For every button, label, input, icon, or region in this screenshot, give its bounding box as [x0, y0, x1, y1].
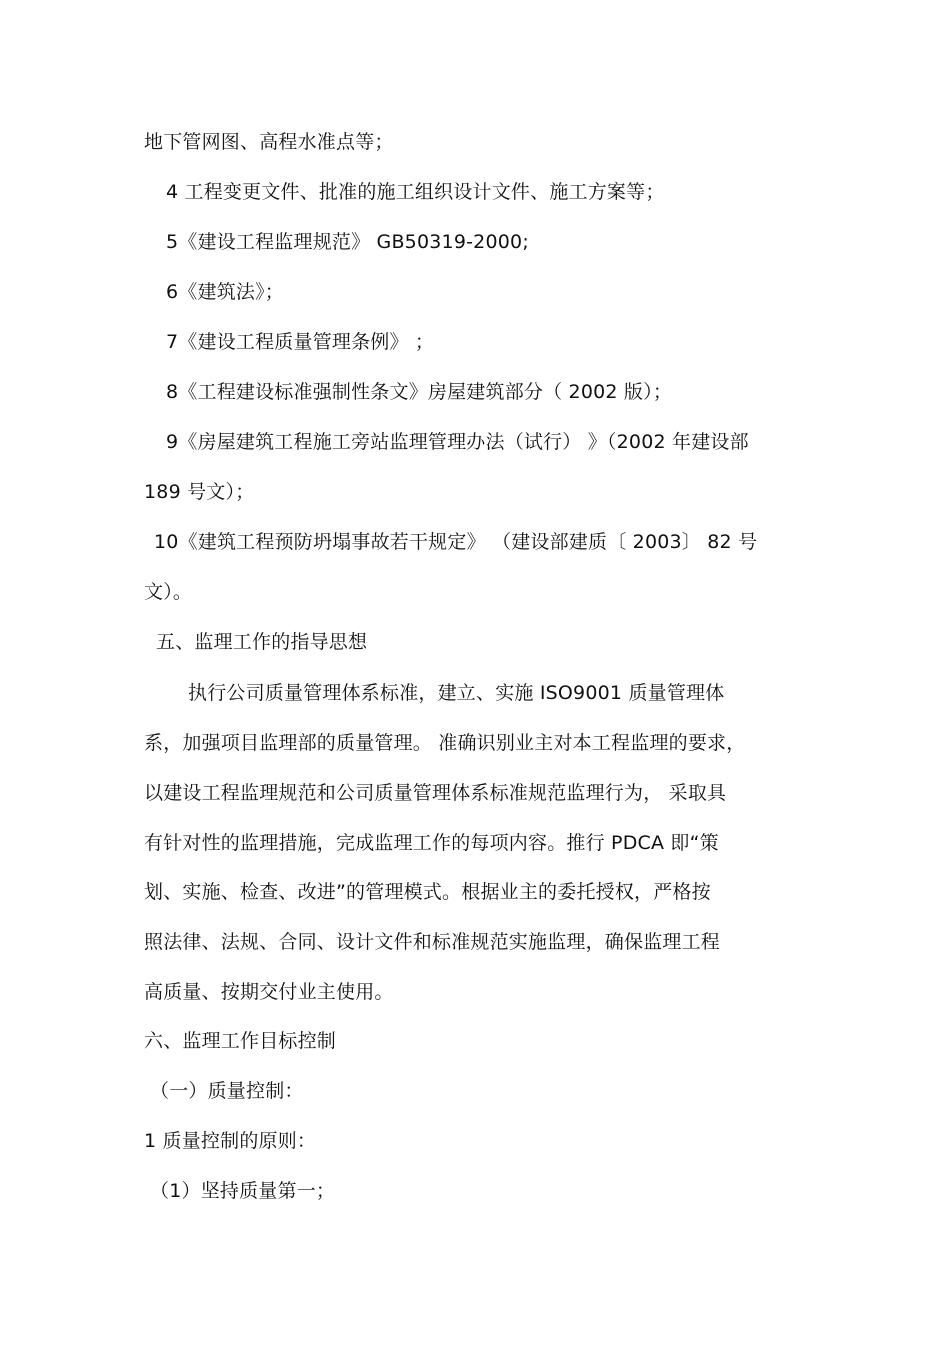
list-item-10-continued: 文）。	[144, 581, 193, 603]
section-heading-guiding-ideas: 五、监理工作的指导思想	[156, 631, 368, 653]
list-item-8: 8《工程建设标准强制性条文》房屋建筑部分（ 2002 版）；	[166, 381, 673, 403]
paragraph-line-7: 高质量、按期交付业主使用。	[144, 981, 394, 1003]
paragraph-line-1: 执行公司质量管理体系标准，建立、实施 ISO9001 质量管理体	[188, 682, 725, 704]
list-item-5: 5《建设工程监理规范》 GB50319-2000;	[166, 231, 529, 253]
paragraph-line-4: 有针对性的监理措施，完成监理工作的每项内容。推行 PDCA 即“策	[144, 832, 719, 854]
paragraph-line-6: 照法律、法规、合同、设计文件和标准规范实施监理，确保监理工程	[144, 931, 721, 953]
list-item-9: 9《房屋建筑工程施工旁站监理管理办法（试行） 》（2002 年建设部	[166, 431, 749, 453]
text-line-materials-continued: 地下管网图、高程水准点等；	[144, 131, 394, 153]
list-item-10: 10《建筑工程预防坍塌事故若干规定》 （建设部建质〔 2003〕 82 号	[154, 531, 758, 553]
list-item-9-continued: 189 号文）；	[144, 481, 255, 503]
subsection-heading-quality-control: （一）质量控制：	[150, 1080, 304, 1102]
list-item-4: 4 工程变更文件、批准的施工组织设计文件、施工方案等；	[166, 181, 665, 203]
item-heading-quality-principles: 1 质量控制的原则：	[144, 1130, 317, 1152]
paragraph-line-5: 划、实施、检查、改进”的管理模式。根据业主的委托授权，严格按	[144, 881, 711, 903]
paragraph-line-2: 系，加强项目监理部的质量管理。 准确识别业主对本工程监理的要求，	[144, 732, 746, 754]
list-item-7: 7《建设工程质量管理条例》 ；	[166, 331, 435, 353]
list-item-6: 6《建筑法》；	[166, 281, 284, 303]
section-heading-target-control: 六、监理工作目标控制	[144, 1030, 337, 1052]
paragraph-line-3: 以建设工程监理规范和公司质量管理体系标准规范监理行为， 采取具	[144, 782, 727, 804]
principle-item-1: （1）坚持质量第一；	[150, 1180, 336, 1202]
